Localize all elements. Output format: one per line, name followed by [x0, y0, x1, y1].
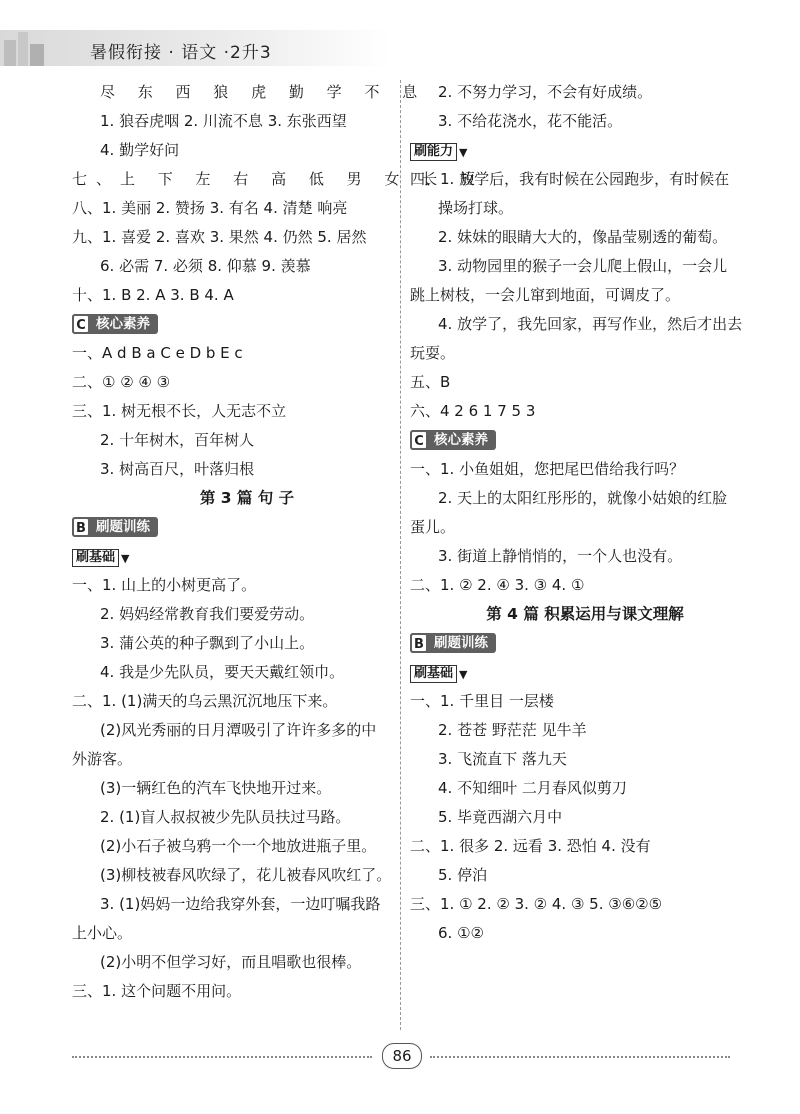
answer-line: 2. 天上的太阳红彤彤的，就像小姑娘的红脸 [438, 489, 728, 507]
answer-line: 4. 勤学好问 [100, 141, 180, 159]
answer-line: 上小心。 [72, 924, 133, 942]
footer-rule-right [430, 1056, 730, 1058]
right-column [410, 78, 760, 948]
answer-line: 五、B [410, 373, 451, 391]
triangle-down-icon: ▼ [459, 145, 468, 159]
answer-line: 2. 妈妈经常教育我们要爱劳动。 [100, 605, 315, 623]
answer-line: 4. 放学了，我先回家，再写作业，然后才出去 [438, 315, 743, 333]
answer-line: 3. 树高百尺，叶落归根 [100, 460, 255, 478]
section-badge-core [410, 426, 760, 455]
answer-line: 2. 不努力学习，不会有好成绩。 [438, 83, 653, 101]
badge-label: 刷题训练 [434, 634, 488, 651]
answer-line: 2. 十年树木，百年树人 [100, 431, 255, 449]
answer-line: 二、1. ② 2. ④ 3. ③ 4. ① [410, 576, 585, 594]
badge-label: 核心素养 [434, 431, 488, 448]
answer-line: 操场打球。 [438, 199, 514, 217]
badge-letter: C [410, 430, 428, 450]
badge-label: 核心素养 [96, 315, 150, 332]
level-tag [410, 658, 760, 687]
section-title: 第 3 篇 句 子 [199, 489, 295, 507]
answer-line: 玩耍。 [410, 344, 456, 362]
answer-line: 2. 苍苍 野茫茫 见牛羊 [438, 721, 587, 739]
answer-line: 九、1. 喜爱 2. 喜欢 3. 果然 4. 仍然 5. 居然 [72, 228, 367, 246]
answer-line: 七、上 下 左 右 高 低 男 女 长 短 [72, 170, 484, 188]
badge-label: 刷题训练 [96, 518, 150, 535]
answer-line: 蛋儿。 [410, 518, 456, 536]
answer-line: 跳上树枝，一会儿窜到地面，可调皮了。 [410, 286, 681, 304]
answer-line: 二、① ② ④ ③ [72, 373, 171, 391]
answer-line: 尽 东 西 狼 虎 勤 学 不 息 [100, 83, 427, 101]
answer-line: 三、1. ① 2. ② 3. ② 4. ③ 5. ③⑥②⑤ [410, 895, 663, 913]
section-badge-training [410, 629, 760, 658]
answer-line: 3. (1)妈妈一边给我穿外套，一边叮嘱我路 [100, 895, 381, 913]
answer-line: 3. 街道上静悄悄的，一个人也没有。 [438, 547, 683, 565]
tag-label: 刷基础 [410, 665, 457, 683]
triangle-down-icon: ▼ [459, 667, 468, 681]
answer-line: (2)小石子被乌鸦一个一个地放进瓶子里。 [100, 837, 377, 855]
tag-label: 刷基础 [72, 549, 119, 567]
answer-line: 5. 毕竟西湖六月中 [438, 808, 563, 826]
footer-rule-left [72, 1056, 372, 1058]
badge-letter: B [410, 633, 428, 653]
page-number: 86 [382, 1043, 422, 1069]
answer-line: 4. 不知细叶 二月春风似剪刀 [438, 779, 627, 797]
answer-line: 1. 狼吞虎咽 2. 川流不息 3. 东张西望 [100, 112, 347, 130]
section-badge-training [72, 513, 422, 542]
answer-line: 一、A d B a C e D b E c [72, 344, 243, 362]
answer-line: 二、1. (1)满天的乌云黑沉沉地压下来。 [72, 692, 338, 710]
answer-line: 4. 我是少先队员，要天天戴红领巾。 [100, 663, 345, 681]
answer-line: (3)柳枝被春风吹绿了，花儿被春风吹红了。 [100, 866, 392, 884]
section-badge-core [72, 310, 422, 339]
answer-line: 四、1. 放学后，我有时候在公园跑步，有时候在 [410, 170, 730, 188]
answer-line: 二、1. 很多 2. 远看 3. 恐怕 4. 没有 [410, 837, 651, 855]
badge-letter: B [72, 517, 90, 537]
badge-letter: C [72, 314, 90, 334]
answer-line: 一、1. 小鱼姐姐，您把尾巴借给我行吗？ [410, 460, 685, 478]
answer-line: (2)风光秀丽的日月潭吸引了许许多多的中 [100, 721, 377, 739]
answer-line: 一、1. 山上的小树更高了。 [72, 576, 257, 594]
answer-line: 5. 停泊 [438, 866, 488, 884]
answer-line: 3. 蒲公英的种子飘到了小山上。 [100, 634, 315, 652]
answer-line: 三、1. 树无根不长，人无志不立 [72, 402, 287, 420]
answer-line: 十、1. B 2. A 3. B 4. A [72, 286, 234, 304]
triangle-down-icon: ▼ [121, 551, 130, 565]
level-tag [410, 136, 760, 165]
answer-line: 6. ①② [438, 924, 484, 942]
answer-line: 3. 动物园里的猴子一会儿爬上假山，一会儿 [438, 257, 728, 275]
answer-line: 一、1. 千里目 一层楼 [410, 692, 554, 710]
answer-line: 6. 必需 7. 必须 8. 仰慕 9. 羡慕 [100, 257, 311, 275]
answer-line: 2. 妹妹的眼睛大大的，像晶莹剔透的葡萄。 [438, 228, 728, 246]
section-title: 第 4 篇 积累运用与课文理解 [486, 605, 684, 623]
answer-line: 六、4 2 6 1 7 5 3 [410, 402, 536, 420]
tag-label: 刷能力 [410, 143, 457, 161]
answer-line: 3. 不给花浇水，花不能活。 [438, 112, 623, 130]
answer-line: 三、1. 这个问题不用问。 [72, 982, 242, 1000]
answer-line: (2)小明不但学习好，而且唱歌也很棒。 [100, 953, 362, 971]
level-tag [72, 542, 422, 571]
answer-line: 3. 飞流直下 落九天 [438, 750, 567, 768]
answer-line: (3)一辆红色的汽车飞快地开过来。 [100, 779, 332, 797]
decorative-building-icon [0, 18, 70, 68]
header-title: 暑假衔接 · 语文 ·2升3 [90, 43, 272, 63]
column-divider [400, 80, 401, 1030]
answer-line: 八、1. 美丽 2. 赞扬 3. 有名 4. 清楚 响亮 [72, 199, 348, 217]
answer-line: 2. (1)盲人叔叔被少先队员扶过马路。 [100, 808, 351, 826]
answer-line: 外游客。 [72, 750, 133, 768]
